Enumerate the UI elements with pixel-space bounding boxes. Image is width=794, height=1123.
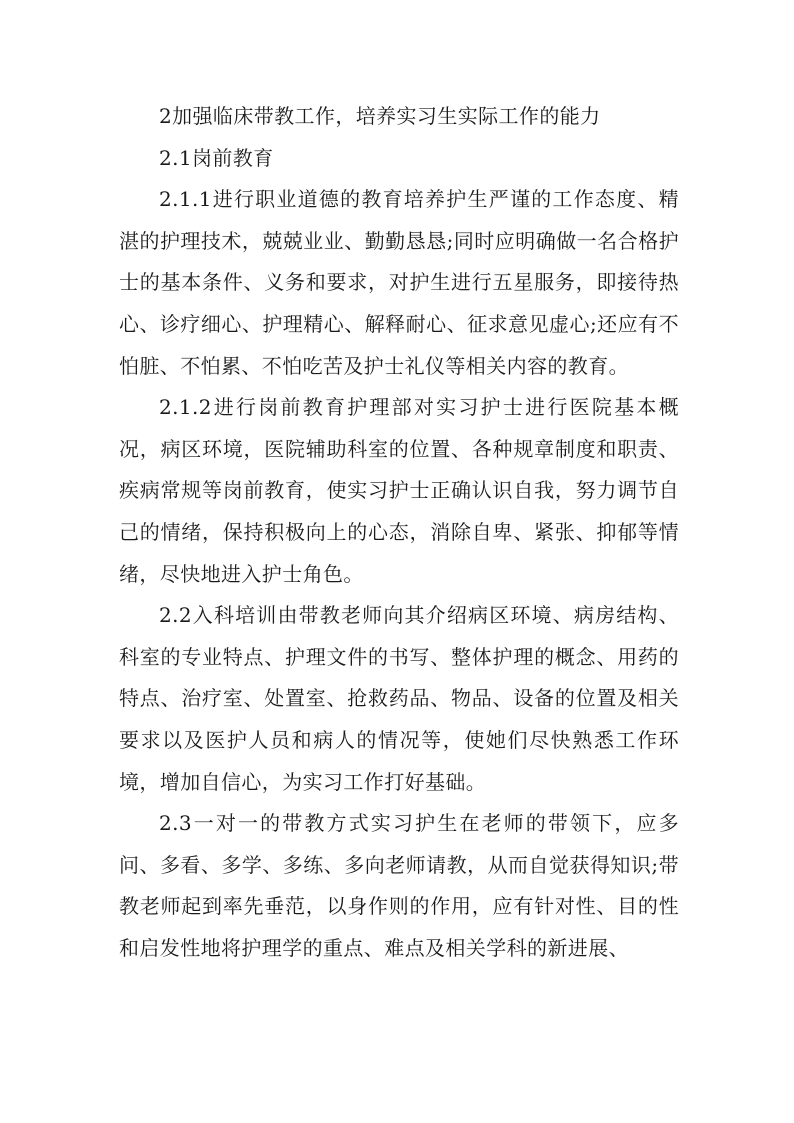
- body-paragraph: 2.1.1进行职业道德的教育培养护生严谨的工作态度、精湛的护理技术，兢兢业业、勤勤恳恳;同时应明确做一名合格护士的基本条件、义务和要求，对护生进行五星服务，即接待热心、诊疗细心、护理精心、解释耐心、征求意见虚心;还应有不怕脏、不怕累、不怕吃苦及护士礼仪等相关内容的教育。: [119, 187, 679, 378]
- document-body: [119, 96, 679, 969]
- body-paragraph: 2.1.2进行岗前教育护理部对实习护士进行医院基本概况，病区环境，医院辅助科室的位置、各种规章制度和职责、疾病常规等岗前教育，使实习护士正确认识自我，努力调节自己的情绪，保持积极向上的心态，消除自卑、紧张、抑郁等情绪，尽快地进入护士角色。: [119, 395, 679, 586]
- body-paragraph: 2.2入科培训由带教老师向其介绍病区环境、病房结构、科室的专业特点、护理文件的书写、整体护理的概念、用药的特点、治疗室、处置室、抢救药品、物品、设备的位置及相关要求以及医护人员和病人的情况等，使她们尽快熟悉工作环境，增加自信心，为实习工作打好基础。: [119, 603, 679, 794]
- body-paragraph: 2.3一对一的带教方式实习护生在老师的带领下，应多问、多看、多学、多练、多向老师请教，从而自觉获得知识;带教老师起到率先垂范，以身作则的作用，应有针对性、目的性和启发性地将护理学的重点、难点及相关学科的新进展、: [119, 811, 679, 960]
- subsection-heading: 2.1岗前教育: [159, 145, 274, 170]
- section-heading: 2加强临床带教工作，培养实习生实际工作的能力: [159, 104, 601, 128]
